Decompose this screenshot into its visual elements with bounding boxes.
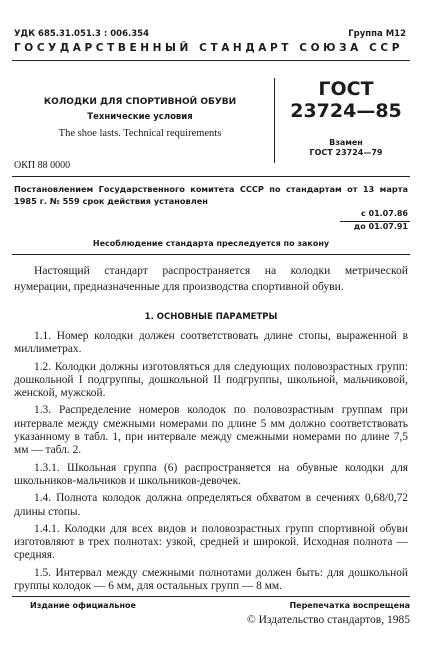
resolution-rule	[12, 254, 410, 255]
header-rule	[12, 60, 410, 61]
paragraph-1-1: 1.1. Номер колодки должен соответствовать длине стопы, выраженной в миллиметрах.	[14, 330, 408, 356]
official-edition: Издание официальное	[30, 601, 136, 610]
gost-label: ГОСТ	[318, 78, 374, 100]
paragraph-1-4-1: 1.4.1. Колодки для всех видов и половозрастных групп спортивной обуви изготовляют в трех полнотах: узкой, средней и широкой. Исходная полнота — средняя.	[14, 522, 408, 562]
copyright-notice: © Издательство стандартов, 1985	[246, 614, 410, 626]
gost-number: 23724—85	[290, 100, 402, 122]
legal-warning: Несоблюдение стандарта преследуется по закону	[92, 239, 330, 248]
replaces-label: Взамен	[329, 138, 363, 147]
section-body	[14, 330, 408, 593]
title-divider	[274, 78, 275, 163]
udk-code: УДК 685.31.051.3 : 006.354	[14, 29, 149, 39]
footer-rule	[12, 596, 410, 597]
validity-from: с 01.07.86	[360, 209, 408, 218]
resolution-text: Постановлением Государственного комитета СССР по стандартам от 13 марта 1985 г. № 559 срок действия установлен	[14, 184, 408, 206]
paragraph-1-2: 1.2. Колодки должны изготовляться для следующих половозрастных групп: дошкольной I подгруппы, дошкольной II подгруппы, школьной, мальчиковой, женской, мужской.	[14, 360, 408, 400]
title-rule	[12, 176, 410, 177]
paragraph-1-3: 1.3. Распределение номеров колодок по половозрастным группам при интервале между смежными номерами по длине 5 мм должно соответствовать указанному в табл. 1, при интервале между смежными номерами по длине 7,5 мм — табл. 2.	[14, 404, 408, 457]
standard-banner: ГОСУДАРСТВЕННЫЙ СТАНДАРТ СОЮЗА ССР	[14, 42, 404, 54]
paragraph-1-4: 1.4. Полнота колодок должна определяться обхватом в сечениях 0,68/0,72 длины стопы.	[14, 492, 408, 518]
document-subtitle: Технические условия	[87, 112, 193, 122]
reprint-prohibited: Перепечатка воспрещена	[289, 601, 410, 610]
replaces-number: ГОСТ 23724—79	[309, 148, 383, 157]
document-title: КОЛОДКИ ДЛЯ СПОРТИВНОЙ ОБУВИ	[43, 97, 237, 107]
intro-paragraph: Настоящий стандарт распространяется на колодки метрической нумерации, предназначенные для производства спортивной обуви.	[14, 264, 408, 293]
document-title-en: The shoe lasts. Technical requirements	[58, 128, 222, 139]
paragraph-1-5: 1.5. Интервал между смежными полнотами должен быть: для дошкольной группы колодок — 6 мм, для остальных групп — 8 мм.	[14, 566, 408, 593]
validity-to: до 01.07.91	[353, 222, 408, 231]
paragraph-1-3-1: 1.3.1. Школьная группа (6) распространяется на обувные колодки для школьников-мальчиков и школьников-девочек.	[14, 461, 408, 487]
group-code: Группа М12	[348, 29, 406, 39]
okp-code: ОКП 88 0000	[14, 160, 71, 171]
section-heading: 1. ОСНОВНЫЕ ПАРАМЕТРЫ	[144, 312, 278, 322]
